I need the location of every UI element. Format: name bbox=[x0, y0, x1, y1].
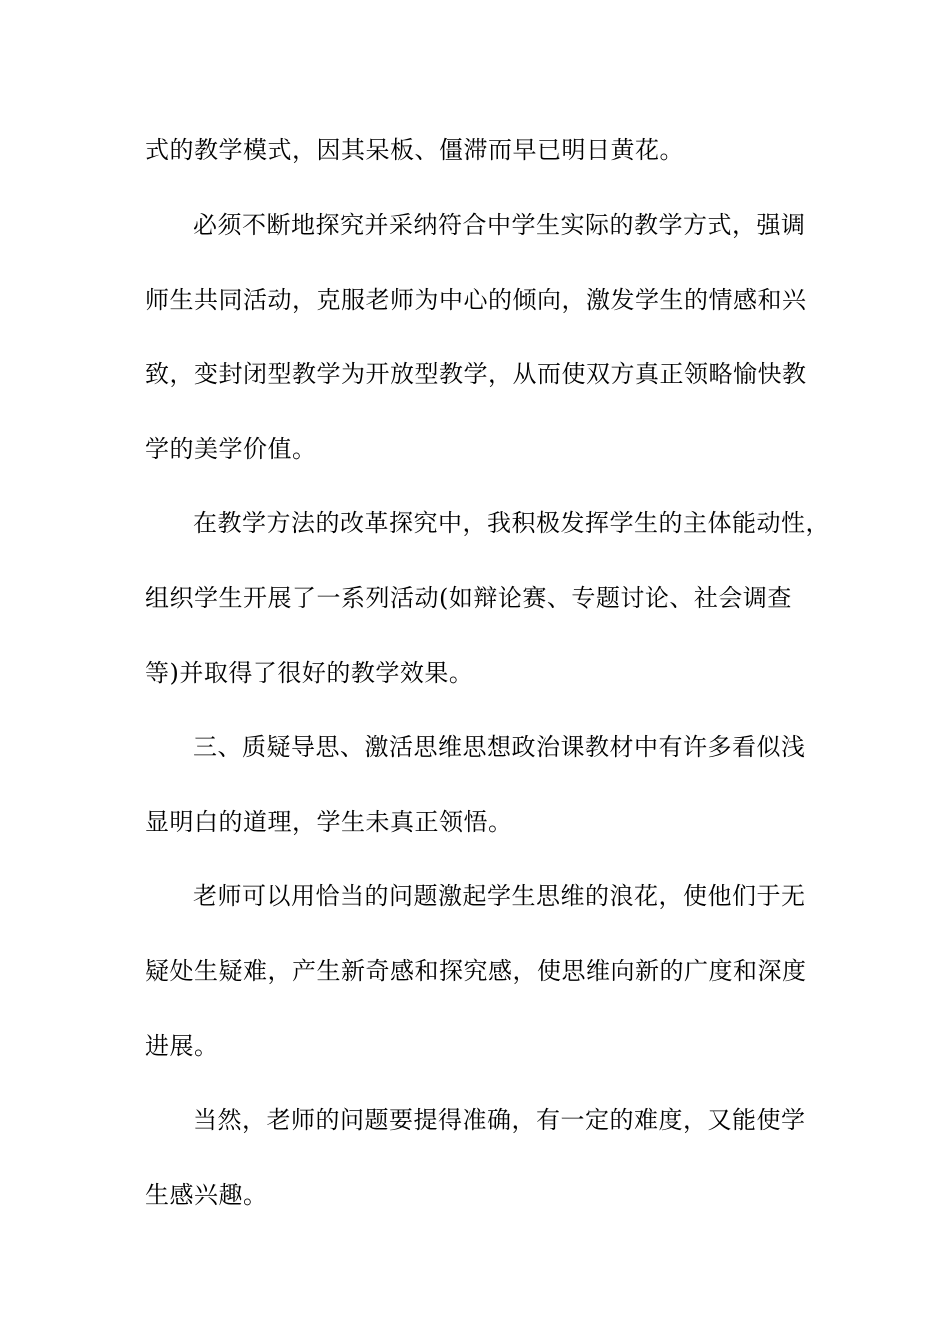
text-line: 式的教学模式，因其呆板、僵滞而早已明日黄花。 bbox=[145, 136, 684, 164]
text-line: 进展。 bbox=[145, 1032, 219, 1060]
text-line: 等)并取得了很好的教学效果。 bbox=[145, 659, 474, 687]
text-line: 师生共同活动，克服老师为中心的倾向，激发学生的情感和兴 bbox=[145, 286, 807, 314]
text-line: 致，变封闭型教学为开放型教学，从而使双方真正领略愉快教 bbox=[145, 360, 807, 388]
paragraph-first-line: 当然，老师的问题要提得准确，有一定的难度，又能使学 bbox=[193, 1106, 806, 1134]
text-line: 学的美学价值。 bbox=[145, 435, 317, 463]
text-line: 组织学生开展了一系列活动(如辩论赛、专题讨论、社会调查 bbox=[145, 584, 792, 612]
paragraph-first-line: 三、质疑导思、激活思维思想政治课教材中有许多看似浅 bbox=[193, 733, 806, 761]
paragraph-first-line: 必须不断地探究并采纳符合中学生实际的教学方式，强调 bbox=[193, 211, 806, 239]
text-line: 疑处生疑难，产生新奇感和探究感，使思维向新的广度和深度 bbox=[145, 957, 807, 985]
paragraph-first-line: 在教学方法的改革探究中，我积极发挥学生的主体能动性， bbox=[193, 509, 830, 537]
paragraph-first-line: 老师可以用恰当的问题激起学生思维的浪花，使他们于无 bbox=[193, 882, 806, 910]
text-line: 生感兴趣。 bbox=[145, 1181, 268, 1209]
text-line: 显明白的道理，学生未真正领悟。 bbox=[145, 808, 513, 836]
